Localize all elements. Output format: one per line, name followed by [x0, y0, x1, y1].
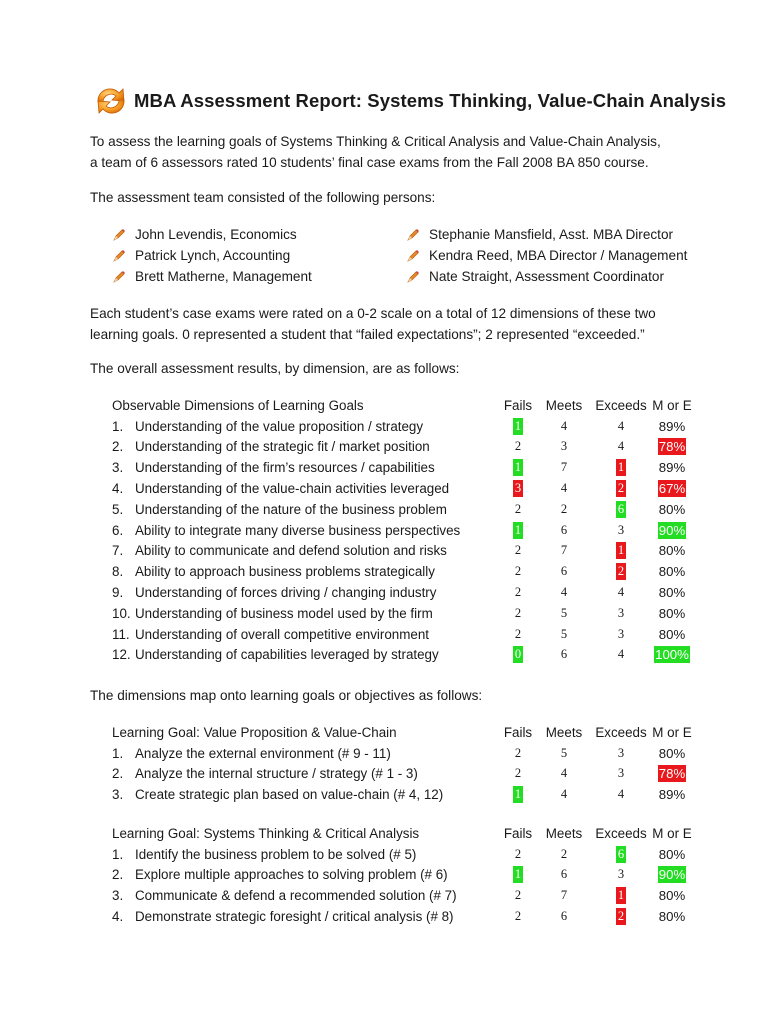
fails-cell [498, 478, 538, 499]
meets-cell [538, 457, 590, 478]
meets-cell [538, 437, 590, 458]
team-member-name: Stephanie Mansfield, Asst. MBA Director [429, 227, 674, 242]
team-list-right [406, 224, 706, 287]
fails-cell [498, 520, 538, 541]
team-member [112, 266, 412, 287]
meets-cell [538, 603, 590, 624]
header-m-or-e: M or E [652, 825, 692, 841]
m-or-e-value: 90% [658, 867, 686, 883]
row-label: Understanding of the nature of the business problem [135, 501, 447, 517]
row-number: 8. [112, 564, 124, 580]
fails-cell [498, 561, 538, 582]
m-or-e-value: 80% [658, 543, 686, 559]
meets-cell [538, 416, 590, 437]
pencil-bullet-icon [112, 270, 126, 284]
fails-cell [498, 541, 538, 562]
row-number: 2. [112, 439, 124, 455]
m-or-e-value: 89% [658, 787, 686, 803]
exceeds-cell [590, 645, 652, 666]
header-meets: Meets [545, 397, 583, 413]
meets-value: 4 [560, 418, 568, 433]
exceeds-value: 6 [617, 846, 625, 861]
exceeds-cell [590, 478, 652, 499]
meets-value: 4 [560, 766, 568, 781]
team-intro: The assessment team consisted of the following persons: [90, 190, 436, 205]
meets-value: 5 [560, 626, 568, 641]
exceeds-value: 2 [617, 481, 625, 496]
meets-value: 7 [560, 460, 568, 475]
fails-cell [498, 645, 538, 666]
meets-value: 7 [560, 888, 568, 903]
table-row [112, 478, 692, 499]
meets-value: 6 [560, 909, 568, 924]
team-member [406, 266, 706, 287]
fails-value: 2 [514, 745, 522, 760]
fails-value: 2 [514, 766, 522, 781]
table-row [112, 885, 692, 906]
m-or-e-cell [652, 624, 692, 645]
exceeds-value: 4 [617, 418, 625, 433]
m-or-e-cell [652, 844, 692, 865]
meets-cell [538, 541, 590, 562]
m-or-e-cell [652, 885, 692, 906]
meets-value: 6 [560, 647, 568, 662]
scale-line-1: Each student’s case exams were rated on a 0-2 scale on a total of 12 dimensions of these two [90, 306, 656, 321]
team-member [406, 224, 706, 245]
m-or-e-cell [652, 437, 692, 458]
table-header-row [112, 823, 692, 844]
exceeds-value: 4 [617, 585, 625, 600]
m-or-e-value: 100% [655, 647, 689, 663]
fails-cell [498, 624, 538, 645]
m-or-e-value: 90% [658, 522, 686, 538]
m-or-e-value: 80% [658, 501, 686, 517]
team-member [406, 245, 706, 266]
exceeds-value: 4 [617, 439, 625, 454]
row-label: Create strategic plan based on value-chain (# 4, 12) [135, 787, 444, 803]
m-or-e-cell [652, 645, 692, 666]
header-exceeds: Exceeds [595, 825, 647, 841]
table-row [112, 582, 692, 603]
exceeds-cell [590, 784, 652, 805]
table-row [112, 561, 692, 582]
m-or-e-cell [652, 784, 692, 805]
fails-cell [498, 457, 538, 478]
table-row [112, 541, 692, 562]
intro-line-2: a team of 6 assessors rated 10 students’ final case exams from the Fall 2008 BA 850 course. [90, 155, 649, 170]
m-or-e-cell [652, 561, 692, 582]
overall-intro: The overall assessment results, by dimension, are as follows: [90, 361, 460, 376]
table-header-row [112, 722, 692, 743]
meets-value: 5 [560, 605, 568, 620]
table-row [112, 416, 692, 437]
meets-value: 6 [560, 564, 568, 579]
fails-value: 2 [514, 585, 522, 600]
goal2-table [112, 823, 692, 927]
meets-value: 4 [560, 787, 568, 802]
m-or-e-value: 80% [658, 745, 686, 761]
row-number: 9. [112, 585, 124, 601]
pencil-bullet-icon [406, 270, 420, 284]
exceeds-cell [590, 582, 652, 603]
exceeds-cell [590, 603, 652, 624]
meets-cell [538, 645, 590, 666]
row-number: 1. [112, 745, 124, 761]
exceeds-value: 2 [617, 909, 625, 924]
team-member-name: Brett Matherne, Management [135, 269, 312, 284]
pencil-bullet-icon [406, 228, 420, 242]
meets-cell [538, 561, 590, 582]
map-intro: The dimensions map onto learning goals or objectives as follows: [90, 688, 483, 703]
exceeds-value: 1 [617, 888, 625, 903]
row-number: 2. [112, 766, 124, 782]
pencil-bullet-icon [406, 249, 420, 263]
team-member [112, 224, 412, 245]
exceeds-cell [590, 624, 652, 645]
row-label: Analyze the internal structure / strategy (# 1 - 3) [135, 766, 418, 782]
meets-value: 4 [560, 481, 568, 496]
row-label: Understanding of the strategic fit / market position [135, 439, 430, 455]
exceeds-value: 3 [617, 766, 625, 781]
header-m-or-e: M or E [652, 724, 692, 740]
fails-value: 0 [514, 647, 522, 662]
fails-value: 2 [514, 439, 522, 454]
header-meets: Meets [545, 724, 583, 740]
exceeds-value: 3 [617, 867, 625, 882]
table-row [112, 743, 692, 764]
exceeds-value: 3 [617, 522, 625, 537]
header-fails: Fails [503, 397, 533, 413]
fails-cell [498, 764, 538, 785]
meets-value: 6 [560, 867, 568, 882]
m-or-e-cell [652, 582, 692, 603]
exceeds-value: 1 [617, 543, 625, 558]
exceeds-cell [590, 865, 652, 886]
m-or-e-cell [652, 416, 692, 437]
fails-value: 1 [514, 867, 522, 882]
meets-value: 2 [560, 501, 568, 516]
m-or-e-cell [652, 764, 692, 785]
row-label: Demonstrate strategic foresight / critical analysis (# 8) [135, 909, 454, 925]
fails-value: 1 [514, 460, 522, 475]
exceeds-cell [590, 743, 652, 764]
exceeds-cell [590, 561, 652, 582]
row-label: Communicate & defend a recommended solution (# 7) [135, 888, 457, 904]
meets-cell [538, 844, 590, 865]
fails-value: 2 [514, 501, 522, 516]
exceeds-cell [590, 457, 652, 478]
m-or-e-cell [652, 478, 692, 499]
row-number: 2. [112, 867, 124, 883]
exceeds-cell [590, 764, 652, 785]
header-m-or-e: M or E [652, 397, 692, 413]
m-or-e-value: 80% [658, 564, 686, 580]
page-title: MBA Assessment Report: Systems Thinking, Value-Chain Analysis [134, 90, 727, 111]
meets-value: 7 [560, 543, 568, 558]
meets-value: 2 [560, 846, 568, 861]
row-label: Understanding of overall competitive environment [135, 626, 430, 642]
exceeds-value: 3 [617, 605, 625, 620]
meets-cell [538, 885, 590, 906]
exceeds-cell [590, 437, 652, 458]
meets-cell [538, 520, 590, 541]
exceeds-cell [590, 844, 652, 865]
row-number: 12. [112, 647, 131, 663]
row-number: 4. [112, 909, 124, 925]
table-row [112, 865, 692, 886]
m-or-e-value: 80% [658, 888, 686, 904]
intro-paragraph [90, 131, 661, 173]
exceeds-cell [590, 541, 652, 562]
m-or-e-cell [652, 906, 692, 927]
fails-cell [498, 885, 538, 906]
fails-value: 1 [514, 787, 522, 802]
header-exceeds: Exceeds [595, 724, 647, 740]
exceeds-cell [590, 499, 652, 520]
fails-value: 3 [514, 481, 522, 496]
row-number: 11. [112, 626, 130, 642]
header-label: Learning Goal: Systems Thinking & Critical Analysis [112, 825, 420, 841]
team-member-name: Nate Straight, Assessment Coordinator [429, 269, 664, 284]
m-or-e-cell [652, 499, 692, 520]
team-list-left [112, 224, 412, 287]
row-label: Understanding of the value proposition / strategy [135, 418, 424, 434]
m-or-e-cell [652, 603, 692, 624]
row-label: Understanding of the firm’s resources / capabilities [135, 460, 435, 476]
title-row [92, 84, 726, 118]
team-member-name: Kendra Reed, MBA Director / Management [429, 248, 688, 263]
dimensions-table [112, 395, 692, 665]
fails-cell [498, 603, 538, 624]
meets-cell [538, 764, 590, 785]
table-row [112, 457, 692, 478]
team-member [112, 245, 412, 266]
m-or-e-value: 89% [658, 418, 686, 434]
intro-line-1: To assess the learning goals of Systems Thinking & Critical Analysis and Value-Chain Analysis, [90, 134, 661, 149]
meets-value: 6 [560, 522, 568, 537]
table-row [112, 603, 692, 624]
m-or-e-value: 89% [658, 460, 686, 476]
m-or-e-value: 67% [658, 481, 686, 497]
table-row [112, 437, 692, 458]
row-number: 5. [112, 501, 124, 517]
row-label: Understanding of business model used by the firm [135, 605, 433, 621]
row-label: Analyze the external environment (# 9 - 11) [135, 745, 391, 761]
table-row [112, 499, 692, 520]
fails-value: 2 [514, 909, 522, 924]
fails-cell [498, 499, 538, 520]
goal1-table [112, 722, 692, 805]
meets-cell [538, 865, 590, 886]
row-label: Ability to integrate many diverse business perspectives [135, 522, 461, 538]
exceeds-value: 4 [617, 787, 625, 802]
exceeds-value: 4 [617, 647, 625, 662]
row-number: 7. [112, 543, 124, 559]
fails-value: 2 [514, 605, 522, 620]
refresh-arrows-icon [92, 84, 130, 118]
header-fails: Fails [503, 825, 533, 841]
fails-cell [498, 743, 538, 764]
fails-value: 2 [514, 626, 522, 641]
row-number: 4. [112, 481, 124, 497]
fails-value: 2 [514, 888, 522, 903]
meets-cell [538, 784, 590, 805]
exceeds-value: 2 [617, 564, 625, 579]
row-number: 3. [112, 888, 124, 904]
row-label: Understanding of capabilities leveraged by strategy [135, 647, 439, 663]
table-row [112, 645, 692, 666]
m-or-e-cell [652, 865, 692, 886]
team-member-name: John Levendis, Economics [135, 227, 297, 242]
header-fails: Fails [503, 724, 533, 740]
scale-line-2: learning goals. 0 represented a student that “failed expectations”; 2 represented “exceeded.” [90, 327, 645, 342]
m-or-e-cell [652, 743, 692, 764]
header-label: Observable Dimensions of Learning Goals [112, 397, 364, 413]
fails-cell [498, 437, 538, 458]
fails-value: 1 [514, 522, 522, 537]
m-or-e-cell [652, 520, 692, 541]
table-header-row [112, 395, 692, 416]
meets-value: 4 [560, 585, 568, 600]
row-number: 6. [112, 522, 124, 538]
row-label: Explore multiple approaches to solving problem (# 6) [135, 867, 448, 883]
row-label: Understanding of the value-chain activities leveraged [135, 481, 450, 497]
header-meets: Meets [545, 825, 583, 841]
table-row [112, 624, 692, 645]
exceeds-value: 1 [617, 460, 625, 475]
m-or-e-value: 78% [658, 766, 686, 782]
pencil-bullet-icon [112, 249, 126, 263]
table-row [112, 784, 692, 805]
meets-cell [538, 499, 590, 520]
m-or-e-value: 80% [658, 846, 686, 862]
row-label: Identify the business problem to be solved (# 5) [135, 846, 417, 862]
meets-cell [538, 624, 590, 645]
m-or-e-cell [652, 541, 692, 562]
table-row [112, 764, 692, 785]
m-or-e-value: 80% [658, 909, 686, 925]
row-label: Ability to communicate and defend solution and risks [135, 543, 447, 559]
fails-cell [498, 416, 538, 437]
table-row [112, 844, 692, 865]
m-or-e-value: 80% [658, 626, 686, 642]
m-or-e-value: 78% [658, 439, 686, 455]
fails-value: 2 [514, 564, 522, 579]
m-or-e-value: 80% [658, 605, 686, 621]
exceeds-value: 6 [617, 501, 625, 516]
fails-cell [498, 865, 538, 886]
exceeds-cell [590, 906, 652, 927]
exceeds-cell [590, 520, 652, 541]
row-number: 10. [112, 605, 131, 621]
fails-value: 2 [514, 543, 522, 558]
team-member-name: Patrick Lynch, Accounting [135, 248, 291, 263]
row-number: 1. [112, 418, 124, 434]
header-exceeds: Exceeds [595, 397, 647, 413]
exceeds-value: 3 [617, 626, 625, 641]
fails-cell [498, 784, 538, 805]
table-row [112, 520, 692, 541]
fails-value: 1 [514, 418, 522, 433]
exceeds-cell [590, 885, 652, 906]
meets-value: 3 [560, 439, 568, 454]
fails-value: 2 [514, 846, 522, 861]
row-label: Ability to approach business problems strategically [135, 564, 435, 580]
scale-paragraph [90, 303, 656, 345]
row-number: 1. [112, 846, 124, 862]
table-row [112, 906, 692, 927]
meets-cell [538, 582, 590, 603]
row-label: Understanding of forces driving / changing industry [135, 585, 437, 601]
row-number: 3. [112, 787, 124, 803]
header-label: Learning Goal: Value Proposition & Value-Chain [112, 724, 397, 740]
m-or-e-cell [652, 457, 692, 478]
m-or-e-value: 80% [658, 585, 686, 601]
meets-cell [538, 906, 590, 927]
exceeds-cell [590, 416, 652, 437]
pencil-bullet-icon [112, 228, 126, 242]
fails-cell [498, 582, 538, 603]
exceeds-value: 3 [617, 745, 625, 760]
fails-cell [498, 906, 538, 927]
meets-cell [538, 478, 590, 499]
fails-cell [498, 844, 538, 865]
row-number: 3. [112, 460, 124, 476]
meets-value: 5 [560, 745, 568, 760]
meets-cell [538, 743, 590, 764]
